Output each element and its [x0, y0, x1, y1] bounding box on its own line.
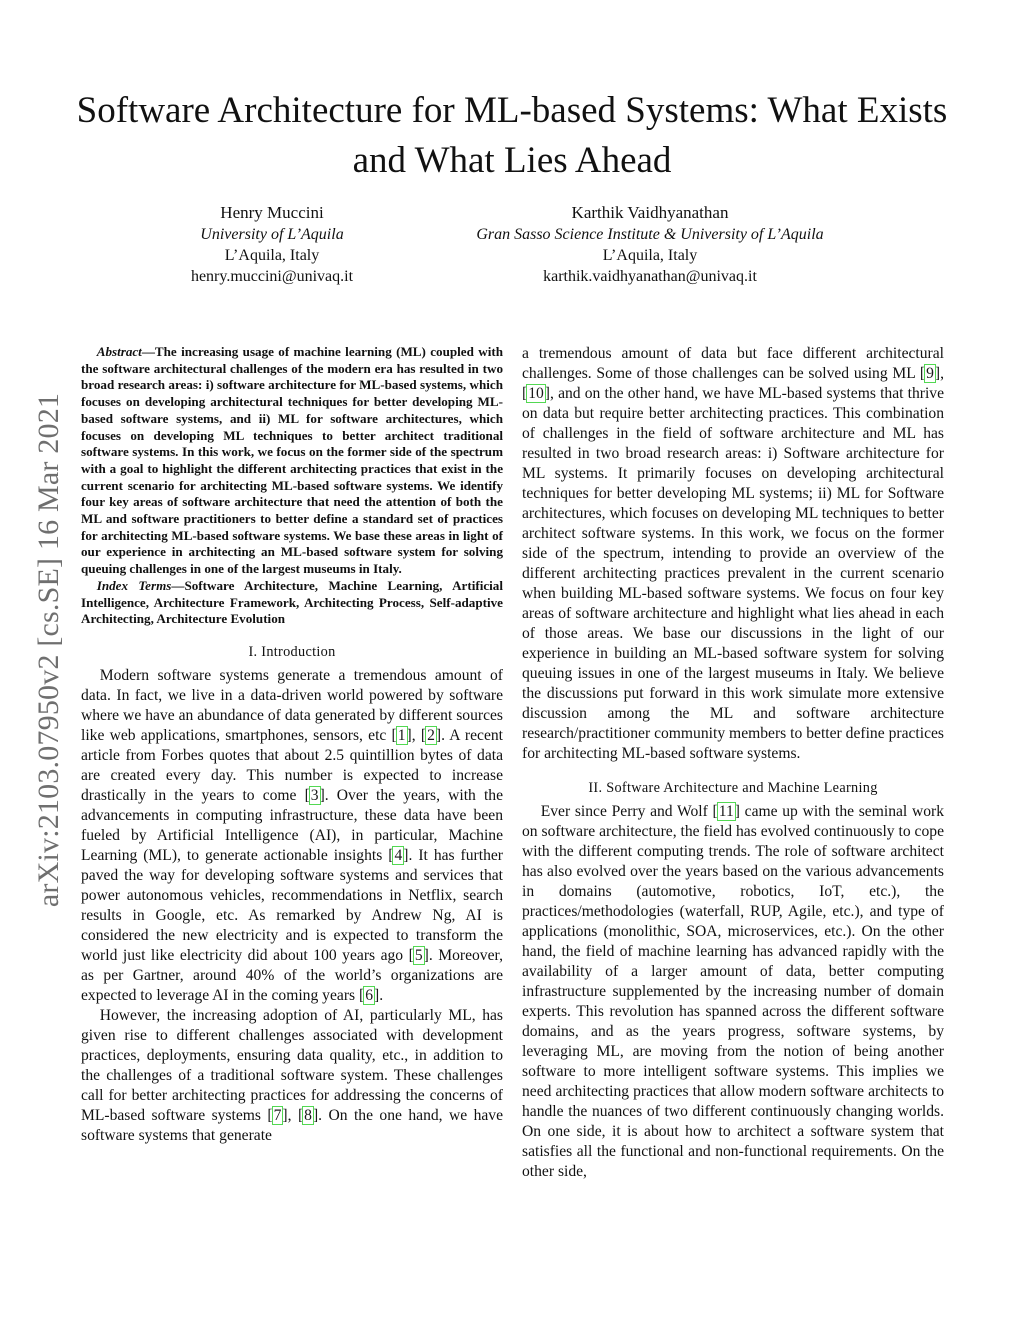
citation-link[interactable]: [10] — [522, 385, 550, 402]
paper-title: Software Architecture for ML-based Systems: What Exists and What Lies Ahead — [76, 90, 948, 181]
citation-link[interactable]: [6] — [358, 986, 380, 1004]
right-column — [522, 344, 944, 1182]
abstract — [81, 344, 503, 578]
author-affiliation: Gran Sasso Science Institute & University of L’Aquila — [476, 226, 824, 243]
citation-link[interactable]: [2] — [420, 726, 442, 744]
author-location: L’Aquila, Italy — [602, 247, 698, 264]
paragraph: However, the increasing adoption of AI, particularly ML, has given rise to different challenges associated with development practices, deployments, ensuring data quality, etc., in addition to the challenges of a traditional software system. These challenges call for better architecting practices for addressing the concerns of ML-based software systems [7], [8]. On the one hand, we have software systems that generate — [81, 1006, 504, 1144]
index-terms — [81, 578, 503, 628]
citation-link[interactable]: [5] — [408, 946, 429, 964]
citation-link[interactable]: [4] — [388, 846, 409, 864]
author-block — [142, 202, 402, 287]
citation-link[interactable]: [3] — [304, 786, 325, 804]
abstract-text: —The increasing usage of machine learning (ML) coupled with the software architectural challenges of the modern era has resulted in two broad research areas: i) software architecture for ML-based systems, which focuses on developing architectural techniques for better developing ML-based software systems, and ii) ML for software architectures, which focuses on developing ML techniques to better architect traditional software systems. In this work, we focus on the former side of the spectrum with a goal to highlight the different architecting practices that exist in the current scenario for architecting ML-based software systems. We identify four key areas of software architecture that need the attention of both the ML and software practitioners to better define a standard set of practices for architecting ML-based software systems. We base these areas in light of our experience in architecting an ML-based software system for solving queuing challenges in one of the largest museums in Italy. — [81, 344, 503, 577]
citation-link[interactable]: [1] — [391, 726, 412, 744]
citation-link[interactable]: [9] — [919, 365, 941, 382]
index-terms-text: —Software Architecture, Machine Learning, Artificial Intelligence, Architecture Framework, Architecting Process, Self-adaptive Architecting, Architecture Evolution — [81, 577, 503, 627]
paragraph: a tremendous amount of data but face different architectural challenges. Some of those challenges can be solved using ML [9], [10], and on the other hand, we have ML-based systems that thrive on data but require better architecting practices. This combination of challenges in the field of software architecture and ML has resulted in two broad research areas: i) Software architecture for ML systems. It primarily focuses on developing architectural techniques for better developing ML systems; ii) ML for Software architectures, which focuses on developing ML techniques to better architect software systems. In this work, we focus on the former side of the spectrum, intending to provide an overview of the different architecting practices prevalent in the current scenario when building ML-based software systems. We focus on four key areas of software architecture and highlight what lies ahead in each of those areas. We base our discussions in the light of our experience in building an ML-based software system for solving queuing issues in one of the largest museums in Italy. We believe the discussions put forward in this work simulate more extensive discussion among the ML and software architecture research/practitioner community members to better define practices for architecting ML-based software systems. — [522, 345, 944, 762]
author-block — [430, 202, 870, 287]
author-email: karthik.vaidhyanathan@univaq.it — [543, 268, 757, 285]
arxiv-identifier-stamp: arXiv:2103.07950v2 [cs.SE] 16 Mar 2021 — [32, 392, 65, 908]
index-terms-label: Index Terms — [96, 577, 172, 593]
author-location: L’Aquila, Italy — [224, 247, 320, 264]
author-name: Henry Muccini — [220, 203, 324, 222]
citation-link[interactable]: [11] — [712, 803, 740, 820]
author-affiliation: University of L’Aquila — [200, 226, 344, 243]
citation-link[interactable]: [7] — [267, 1106, 288, 1124]
left-column — [81, 344, 503, 1146]
author-name: Karthik Vaidhyanathan — [571, 203, 729, 222]
citation-link[interactable]: [8] — [297, 1106, 319, 1124]
paragraph: Modern software systems generate a tremendous amount of data. In fact, we live in a data-driven world powered by software where we have an abundance of data generated by different sources like web applications, smartphones, sensors, etc [1], [2]. A recent article from Forbes quotes that about 2.5 quintillion bytes of data are created every day. This number is expected to increase drastically in the years to come [3]. Over the years, with the advancements in computing infrastructure, these data have been fueled by Artificial Intelligence (AI), in particular, Machine Learning (ML), to generate actionable insights [4]. It has further paved the way for developing software systems and services that power autonomous vehicles, recommendations in Netflix, search results in Google, etc. As remarked by Andrew Ng, AI is considered the new electricity and is expected to transform the world just like electricity did about 100 years ago [5]. Moreover, as per Gartner, around 40% of the world’s organizations are expected to leverage AI in the coming years [6]. — [81, 666, 503, 1004]
abstract-label: Abstract — [96, 344, 142, 359]
section-heading-introduction: I. Introduction — [248, 643, 336, 660]
paragraph: Ever since Perry and Wolf [11] came up with the seminal work on software architecture, the field has evolved continuously to cope with the different computing trends. The role of software architect has also evolved over the years based on the various advancements in domains (automotive, robotics, IoT, etc.), the practices/methodologies (waterfall, RUP, Agile, etc.), and type of applications (monolithic, SOA, microservices, etc.). On the other hand, the field of machine learning has advanced rapidly with the availability of a larger amount of data, better computing infrastructure supplemented by the increasing number of domain experts. This revolution has spanned across the different software domains, and as the years progress, software systems, by leveraging ML, are moving from the notion of being another software to more intelligent software systems. This implies we need architecting practices that allow modern software architects to handle the nuances of two different continuously changing worlds. On one side, it is about how to architect a software system that satisfies all the functional and non-functional requirements. On the other side, — [522, 803, 944, 1180]
author-email: henry.muccini@univaq.it — [190, 268, 354, 285]
section-heading-sa-and-ml: II. Software Architecture and Machine Learning — [588, 780, 878, 796]
